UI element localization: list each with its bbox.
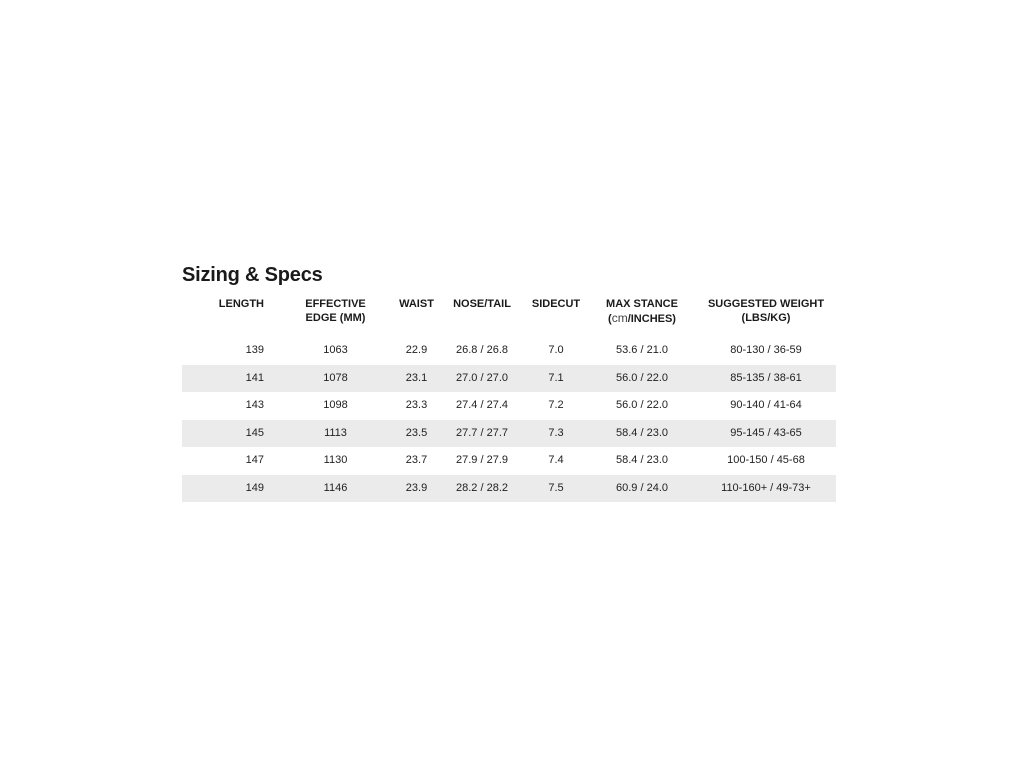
cell-suggested-weight: 85-135 / 38-61: [696, 365, 836, 393]
cell-length: 141: [182, 365, 278, 393]
cell-waist: 23.9: [393, 475, 440, 503]
cell-effective-edge: 1098: [323, 399, 348, 411]
header-stance-open: (: [608, 313, 612, 325]
header-sidecut: [524, 297, 588, 337]
cell-effective-edge: 1113: [278, 420, 393, 448]
header-stance-rest: /INCHES): [627, 313, 676, 325]
cell-sidecut: 7.3: [524, 420, 588, 448]
cell-sidecut: 7.1: [524, 365, 588, 393]
header-row: [182, 297, 836, 337]
cell-waist: 23.1: [393, 365, 440, 393]
cell-sidecut: 7.5: [524, 475, 588, 503]
cell-sidecut: 7.2: [548, 399, 564, 411]
cell-nose-tail: 27.4 / 27.4: [456, 399, 508, 411]
cell-waist: 23.3: [405, 399, 428, 411]
cell-waist: 22.9: [405, 344, 428, 356]
cell-waist: 23.7: [405, 454, 428, 466]
header-effective-edge: [278, 297, 393, 337]
cell-sidecut: 7.4: [548, 454, 564, 466]
header-length-label: LENGTH: [218, 298, 264, 310]
header-suggested-weight: [696, 297, 836, 337]
header-stance-line1: MAX STANCE: [606, 298, 678, 310]
cell-effective-edge: 1078: [278, 365, 393, 393]
cell-length: 145: [182, 420, 278, 448]
cell-max-stance: 56.0 / 22.0: [588, 365, 696, 393]
cell-length: 143: [245, 399, 264, 411]
cell-suggested-weight: 80-130 / 36-59: [730, 344, 802, 356]
section-title: Sizing & Specs: [182, 264, 323, 286]
cell-max-stance: 60.9 / 24.0: [588, 475, 696, 503]
header-weight-line2: (LBS/KG): [741, 312, 791, 324]
header-waist-label: WAIST: [399, 298, 434, 310]
cell-max-stance: 56.0 / 22.0: [616, 399, 668, 411]
cell-max-stance: 53.6 / 21.0: [616, 344, 668, 356]
header-stance-cm: cm: [611, 311, 628, 325]
cell-length: 149: [182, 475, 278, 503]
cell-waist: 23.5: [393, 420, 440, 448]
table-row: [182, 337, 836, 365]
cell-suggested-weight: 95-145 / 43-65: [696, 420, 836, 448]
cell-suggested-weight: 100-150 / 45-68: [727, 454, 805, 466]
header-max-stance: [588, 297, 696, 337]
header-sidecut-label: SIDECUT: [531, 298, 581, 310]
specs-table-header: [182, 297, 836, 337]
cell-nose-tail: 26.8 / 26.8: [456, 344, 508, 356]
header-nose-tail: [440, 297, 524, 337]
cell-max-stance: 58.4 / 23.0: [588, 420, 696, 448]
table-row: [182, 392, 836, 420]
cell-effective-edge: 1063: [323, 344, 348, 356]
cell-nose-tail: 27.7 / 27.7: [440, 420, 524, 448]
cell-max-stance: 58.4 / 23.0: [616, 454, 668, 466]
cell-suggested-weight: 90-140 / 41-64: [730, 399, 802, 411]
header-weight-line1: SUGGESTED WEIGHT: [707, 298, 825, 310]
specs-table: [182, 297, 836, 502]
cell-sidecut: 7.0: [548, 344, 564, 356]
specs-table-body: [182, 337, 836, 502]
table-row: [182, 420, 836, 448]
header-length: [182, 297, 278, 337]
cell-nose-tail: 27.9 / 27.9: [456, 454, 508, 466]
table-row: [182, 365, 836, 393]
header-edge-line1: EFFECTIVE: [305, 298, 366, 310]
cell-nose-tail: 28.2 / 28.2: [440, 475, 524, 503]
table-row: [182, 447, 836, 475]
header-waist: [393, 297, 440, 337]
cell-length: 139: [245, 344, 264, 356]
header-nose-tail-label: NOSE/TAIL: [453, 298, 511, 310]
cell-nose-tail: 27.0 / 27.0: [440, 365, 524, 393]
cell-suggested-weight: 110-160+ / 49-73+: [696, 475, 836, 503]
cell-effective-edge: 1130: [323, 454, 348, 466]
cell-length: 147: [245, 454, 264, 466]
table-row: [182, 475, 836, 503]
sizing-specs-section: [182, 262, 836, 502]
cell-effective-edge: 1146: [278, 475, 393, 503]
header-edge-line2: EDGE (MM): [305, 312, 366, 324]
